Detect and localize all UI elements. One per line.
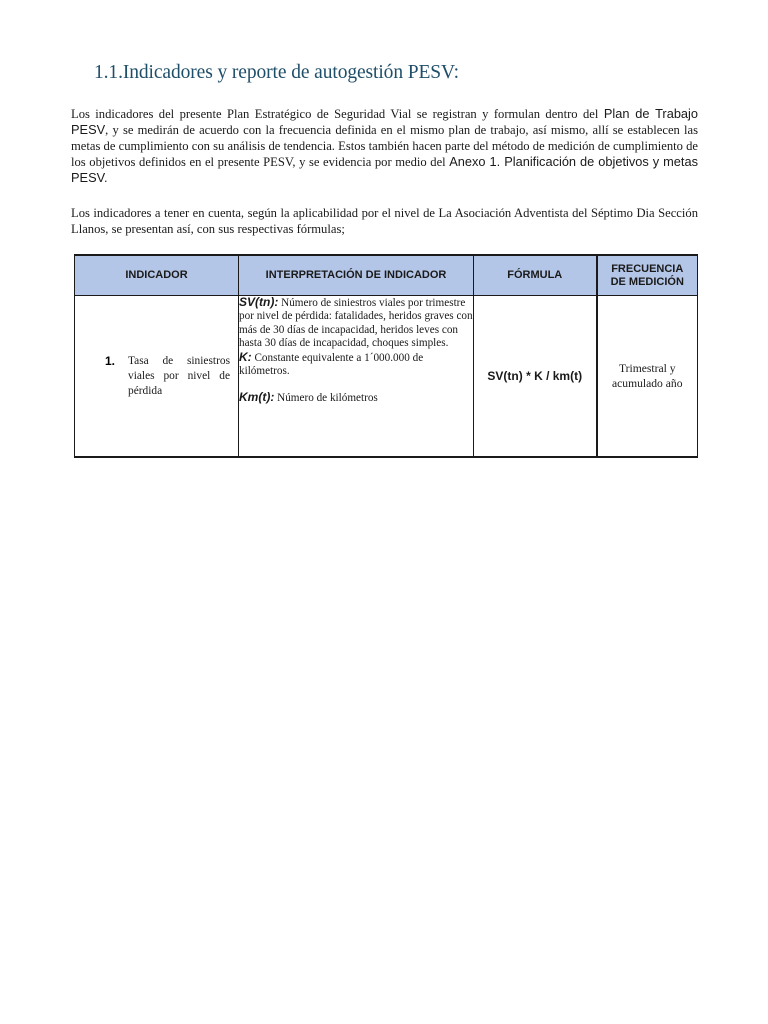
indicator-name: Tasa de siniestros viales por nivel de pérdida xyxy=(128,354,230,397)
indicator-number: 1. xyxy=(105,353,116,368)
header-frecuencia xyxy=(597,255,698,296)
intro-text-1: Los indicadores del presente Plan Estratégico de Seguridad Vial se registran y formulan dentro del xyxy=(71,107,604,121)
table-row xyxy=(75,296,698,458)
indicator-cell xyxy=(75,296,239,458)
table-header-row xyxy=(75,255,698,296)
header-interpretacion: INTERPRETACIÓN DE INDICADOR xyxy=(239,255,474,296)
sv-text: Número de siniestros viales por trimestre por nivel de pérdida: fatalidades, heridos graves con más de 30 días de incapacidad, heridos leves con hasta 30 días de incapacidad, choques simples. xyxy=(239,297,473,350)
sv-term: SV(tn): xyxy=(239,295,279,309)
section-heading: 1.1.Indicadores y reporte de autogestión PESV: xyxy=(94,62,459,83)
sv-definition xyxy=(239,296,473,351)
k-term: K: xyxy=(239,349,252,364)
intro-paragraph xyxy=(71,106,698,186)
plan-trabajo-reference: Plan de Trabajo PESV xyxy=(71,106,699,138)
frequency-cell: Trimestral y acumulado año xyxy=(597,296,698,458)
intro-text-2: , y se medirán de acuerdo con la frecuencia definida en el mismo plan de trabajo, así mismo, allí se establecen las metas de cumplimiento con su análisis de tendencia. Estos también hacen parte del método de medición de cumplimiento de los objetivos definidos en el presente PESV, y se evidencia por medio del xyxy=(71,123,698,170)
indicators-table xyxy=(74,254,698,458)
km-term: Km(t): xyxy=(239,390,275,405)
km-definition xyxy=(239,391,473,405)
km-text: Número de kilómetros xyxy=(274,392,378,405)
header-indicador: INDICADOR xyxy=(75,255,239,296)
header-formula: FÓRMULA xyxy=(474,255,597,296)
k-definition xyxy=(239,351,473,379)
header-frecuencia-line2: DE MEDICIÓN xyxy=(610,275,684,288)
interpretation-cell xyxy=(239,296,474,458)
header-frecuencia-line1: FRECUENCIA xyxy=(611,262,684,275)
formula-cell: SV(tn) * K / km(t) xyxy=(474,296,597,458)
anexo-reference: Anexo 1. Planificación de objetivos y metas PESV. xyxy=(71,154,698,186)
indicators-paragraph: Los indicadores a tener en cuenta, según la aplicabilidad por el nivel de La Asociación Adventista del Séptimo Dia Sección Llanos, se presentan así, con sus respectivas fórmulas; xyxy=(71,206,698,237)
k-text: Constante equivalente a 1´000.000 de kilómetros. xyxy=(239,351,424,378)
